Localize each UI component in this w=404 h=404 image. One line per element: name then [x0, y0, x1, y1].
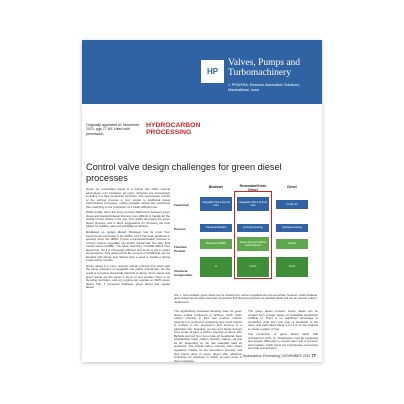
cell-green-composition: CnHn — [237, 257, 269, 277]
row-label-chemical-composition: Chemical Composition — [174, 269, 193, 277]
body-column-2 — [174, 310, 242, 362]
brand-line2: PROCESSING — [146, 128, 192, 136]
paragraph: Green (or renewable) diesel is a biofuel that offers several advantages over biodiesel, as many refineries are increasingly including it in their production portfolios. The downstream portion of the refining process is very similar to traditional diesel hydrotreating processes, making suitable carbon-free emissions than switching to the production of a totally different fuel. — [86, 187, 170, 209]
brand-line1: HYDROCARBON — [146, 122, 201, 129]
row-label-process: Process — [174, 227, 186, 231]
paragraph: The production of green diesel starts with pretreatment (FIG. 2). Feedstocks must be separated and treated differently to convert them into a common intermediate, which feeds the hydrotreater processing and final isomerization. — [248, 332, 318, 351]
cell-biodiesel-product: Biodiesel (FAME) — [200, 239, 232, 249]
cell-green-feedstock: Vegetable Oils & Animal Fats — [237, 197, 269, 211]
original-note: Originally appeared in: November 2021, pgs 77-80. Used with permission. — [86, 123, 140, 136]
cell-diesel-feedstock: Crude Oil — [276, 200, 308, 209]
cell-biodiesel-composition: O — [200, 257, 232, 277]
body-column-1 — [86, 188, 170, 292]
hp-logo: HP — [201, 60, 224, 83]
paragraph: The significantly increased blending rates for green diesel enable producers to achieve much lower carbon intensity in their fuel product. Carbon intensity is a method of measuring how much carbon is emitted in the production and burning of a particular fuel. Gasoline, jet fuel and diesel derived from crude oil have a carbon intensity of about 100. Biofuels derived from non-crude oil feedstocks have substantially lower carbon intensity values—as low as 20, depending on the raw materials used as feedstock. The overall carbon intensity often drives regulatory credits, so the low-carbon intensity and high blend rates of green diesel offer attractive incentives for refineries to switch at least some of their production. — [174, 309, 242, 362]
body-column-3 — [248, 310, 318, 353]
paragraph: The green diesel process. Green diesel can be created from a large variety of renewable feedstocks (TABLE 1). There is no significant advantage to production yield from one type of feedstock to the other, and each takes about 1.2-1.4 t/t of raw material to create a gallon of fuel. — [248, 309, 318, 331]
col-header-green-diesel: Renewable/Green Diesel — [239, 184, 267, 192]
cell-green-process: Hydroprocessing — [237, 224, 269, 232]
paragraph: Green diesel is a more recently refined process that starts with the same collection of vegetable oils and/or animal fats, but the result is a product chemically identical to diesel. Since diesel and green diesel are the same in terms of end product, there is no blending restriction, and any engine can operate on 100% green diesel. FIG. 1 compares biodiesel, green diesel and regular diesel. — [86, 263, 170, 290]
cell-diesel-process: Hydroprocessing — [276, 224, 308, 232]
brand-wordmark — [146, 123, 206, 137]
paragraph-text: Biodiesel has its roots from experiments conducted in the 1930s, and it has been produced in quantity since the 1980s. It uses a transesterification process to convert various vegetable oils and/or animal fats into fatty acid methyl esters (FAME). The basic chemistry of FAME differs from diesel fuel, but it is chemically different and tends to gel in colder temperatures. This gelling limits the amount of FAME that can be blended with diesel, and refiners face a need to handle it during colder winter months. — [86, 230, 171, 263]
footer-journal: Hydrocarbon Processing — [242, 354, 280, 358]
row-label-finished-product: Finished Product — [174, 245, 187, 253]
section-title: Valves, Pumps and Turbomachinery — [228, 58, 301, 78]
author-line: J. PRIUSHA, Emerson Automation Solutions, Marshalltown, Iowa — [228, 83, 300, 92]
cell-biodiesel-feedstock: Vegetable Oils & Animal Fats — [200, 197, 232, 211]
cell-diesel-composition: CnHn — [276, 257, 308, 277]
figure-1 — [174, 183, 319, 291]
page-footer: Hydrocarbon Processing | NOVEMBER 2021 77 — [242, 353, 316, 358]
cell-biodiesel-process: Transesterification — [200, 224, 232, 232]
cell-green-product: Green Diesel Paraffinic Hydrocarbons — [237, 237, 269, 251]
article-title: Control valve design challenges for green diesel processes — [86, 162, 282, 183]
page-number: 77 — [311, 353, 316, 358]
paragraph — [86, 231, 170, 263]
row-label-feedstock: Feedstock — [174, 203, 189, 207]
footer-issue: NOVEMBER 2021 — [282, 354, 311, 358]
col-header-diesel: Diesel — [287, 185, 297, 189]
subhead-biodiesel: Biodiesel vs. green diesel. — [86, 230, 127, 235]
cell-diesel-product: Diesel — [276, 239, 308, 249]
figure-caption: FIG. 1. Like biodiesel, green diesel can be created from various vegetable oils and animal fats; however, unlike biodiesel, green diesel has the same chemical composition and physical properties as standard diesel and can be used as a direct replacement. — [174, 294, 318, 304]
col-header-biodiesel: Biodiesel — [208, 185, 224, 189]
paragraph: While similar, there are some process differences between green diesel and standard diesel that are more difficult to handle for the critical control valves in the unit. This article discusses the green diesel process, and it offers suggestions for choosing the best valves for reliable, safe and profitable production. — [86, 210, 170, 229]
article-page — [82, 40, 322, 362]
